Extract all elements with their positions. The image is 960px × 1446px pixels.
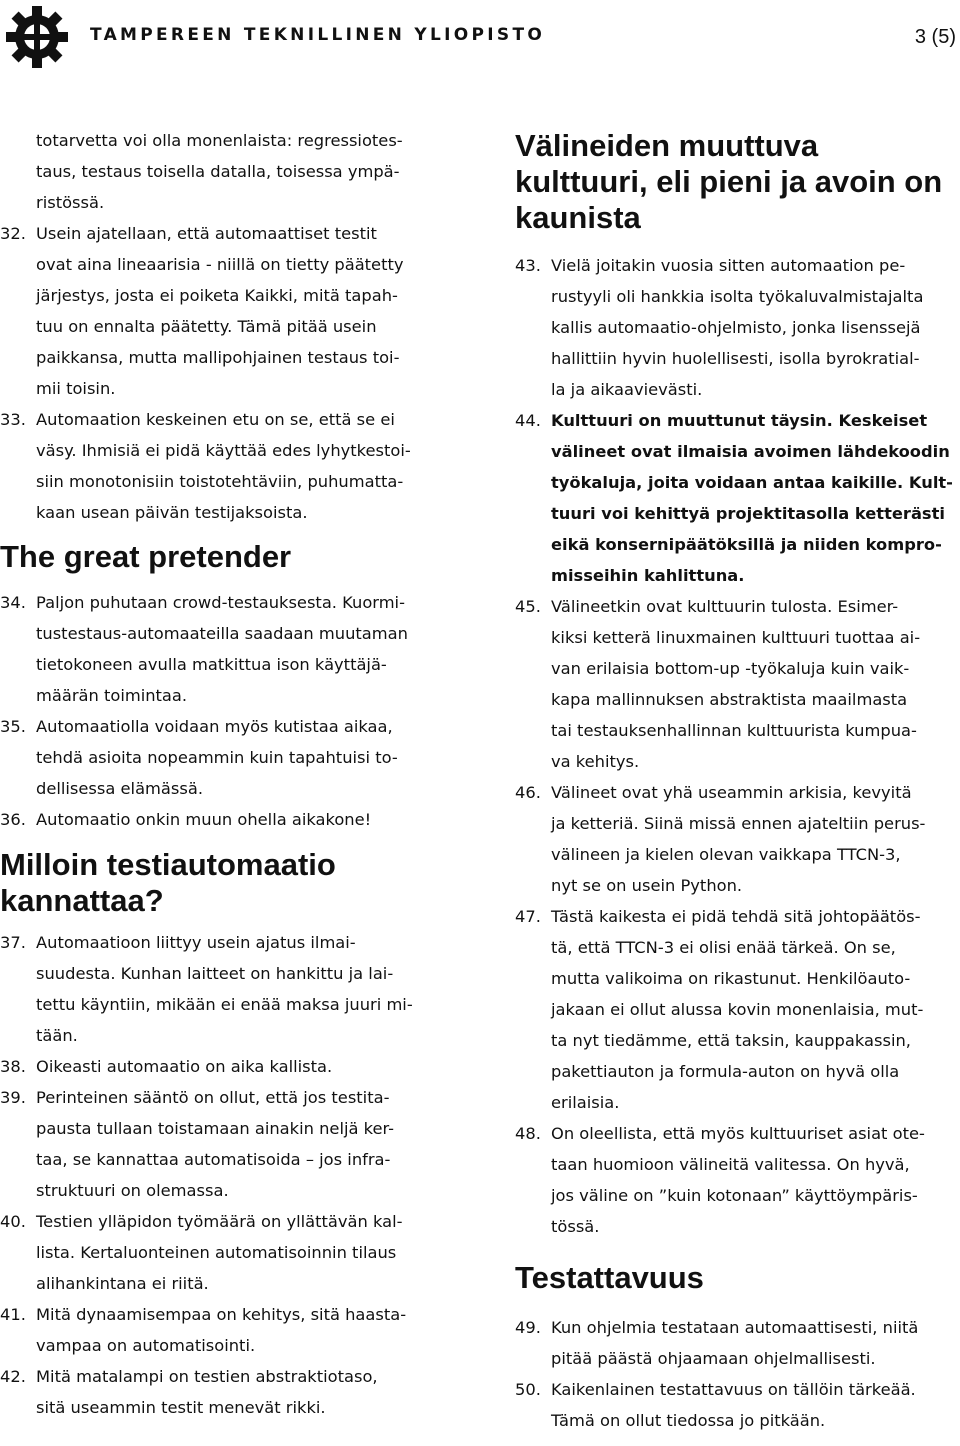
item-number: 42. xyxy=(0,1367,26,1386)
item-number: 46. xyxy=(515,783,541,802)
item-number: 41. xyxy=(0,1305,26,1324)
item-number: 45. xyxy=(515,597,541,616)
right-column xyxy=(515,122,960,1436)
intro-text: totarvetta voi olla monenlaista: regressiotes- taus, testaus toisella datalla, toisessa ympä- ristössä. xyxy=(36,131,403,212)
university-name: TAMPEREEN TEKNILLINEN YLIOPISTO xyxy=(90,25,546,45)
item-number: 48. xyxy=(515,1124,541,1143)
list-group xyxy=(515,250,960,1242)
item-text: Mitä dynaamisempaa on kehitys, sitä haasta- vampaa on automatisointi. xyxy=(36,1305,407,1355)
item-text: Kaikenlainen testattavuus on tällöin tärkeää. Tämä on ollut tiedossa jo pitkään. xyxy=(551,1380,916,1430)
item-text: Mitä matalampi on testien abstraktiotaso, sitä useammin testit menevät rikki. xyxy=(36,1367,378,1417)
page-number: 3 (5) xyxy=(914,26,956,48)
list-item xyxy=(515,1374,960,1436)
item-text: Kun ohjelmia testataan automaattisesti, niitä pitää päästä ohjaamaan ohjelmallisesti. xyxy=(551,1318,919,1368)
list-item xyxy=(515,405,960,591)
list-group xyxy=(515,1312,960,1436)
section-heading: Testattavuus xyxy=(515,1260,704,1295)
item-text: Kulttuuri on muuttunut täysin. Keskeiset välineet ovat ilmaisia avoimen lähdekoodin työkaluja, joita voidaan antaa kaikille. Kult- tuuri voi kehittyä projektitasolla ketterästi eikä konsernipäätöksillä ja niiden kompro- misseihin kahlittuna. xyxy=(551,411,953,585)
item-text: Automaatio onkin muun ohella aikakone! xyxy=(36,810,372,829)
university-gear-logo xyxy=(4,4,70,70)
item-number: 38. xyxy=(0,1057,26,1076)
list-item xyxy=(0,1082,470,1206)
item-number: 33. xyxy=(0,410,26,429)
list-group xyxy=(0,927,470,1423)
list-item xyxy=(0,804,470,835)
list-group xyxy=(0,587,470,835)
item-number: 50. xyxy=(515,1380,541,1399)
list-item xyxy=(0,404,470,528)
item-number: 35. xyxy=(0,717,26,736)
item-number: 47. xyxy=(515,907,541,926)
list-item xyxy=(0,1206,470,1299)
item-text: Automaatiolla voidaan myös kutistaa aikaa, tehdä asioita nopeammin kuin tapahtuisi to- dellisessa elämässä. xyxy=(36,717,398,798)
left-column xyxy=(0,122,470,1423)
item-text: Perinteinen sääntö on ollut, että jos testita- pausta tullaan toistamaan ainakin neljä ker- taa, se kannattaa automatisoida – jos infra- struktuuri on olemassa. xyxy=(36,1088,395,1200)
item-number: 44. xyxy=(515,411,541,430)
item-text: On oleellista, että myös kulttuuriset asiat ote- taan huomioon välineitä valitessa. On hyvä, jos väline on ”kuin kotonaan” käyttöympäris- tössä. xyxy=(551,1124,925,1236)
list-item xyxy=(515,591,960,777)
item-text: Automaatioon liittyy usein ajatus ilmai- suudesta. Kunhan laitteet on hankittu ja lai- tettu käyntiin, mikään ei enää maksa juuri mi- tään. xyxy=(36,933,413,1045)
item-text: Paljon puhutaan crowd-testauksesta. Kuormi- tustestaus-automaateilla saadaan muutaman tietokoneen avulla matkittua ison käyttäjä- määrän toimintaa. xyxy=(36,593,408,705)
item-text: Välineetkin ovat kulttuurin tulosta. Esimer- kiksi ketterä linuxmainen kulttuuri tuottaa ai- van erilaisia bottom-up -työkaluja kuin vaik- kapa mallinnuksen abstraktista maailmasta tai testauksenhallinnan kulttuurista kumpua- va kehitys. xyxy=(551,597,921,771)
item-number: 36. xyxy=(0,810,26,829)
item-text: Välineet ovat yhä useammin arkisia, kevyitä ja ketteriä. Siinä missä ennen ajateltiin perus- välineen ja kielen olevan vaikkapa TTCN-3, nyt se on usein Python. xyxy=(551,783,926,895)
list-item xyxy=(0,1051,470,1082)
item-number: 34. xyxy=(0,593,26,612)
list-item xyxy=(0,587,470,711)
list-item xyxy=(0,218,470,404)
item-number: 40. xyxy=(0,1212,26,1231)
item-text: Vielä joitakin vuosia sitten automaation pe- rustyyli oli hankkia isolta työkaluvalmistajalta kallis automaatio-ohjelmisto, jonka lisenssejä hallittiin hyvin huolellisesti, isolla byrokratial- la ja aikaavievästi. xyxy=(551,256,924,399)
intro-paragraph xyxy=(0,125,470,218)
list-item xyxy=(0,1299,470,1361)
list-item xyxy=(0,711,470,804)
list-item xyxy=(515,1118,960,1242)
list-item xyxy=(0,1361,470,1423)
item-text: Usein ajatellaan, että automaattiset testit ovat aina lineaarisia - niillä on tietty päätetty järjestys, josta ei poiketa Kaikki, mitä tapah- tuu on ennalta päätetty. Tämä pitää usein paikkansa, mutta mallipohjainen testaus toi- mii toisin. xyxy=(36,224,404,398)
list-item xyxy=(515,250,960,405)
section-heading: Välineiden muuttuva kulttuuri, eli pieni ja avoin on kaunista xyxy=(515,128,943,235)
list-item xyxy=(515,777,960,901)
item-number: 32. xyxy=(0,224,26,243)
item-number: 39. xyxy=(0,1088,26,1107)
section-heading: The great pretender xyxy=(0,539,292,574)
item-text: Testien ylläpidon työmäärä on yllättävän kal- lista. Kertaluonteinen automatisoinnin tilaus alihankintana ei riitä. xyxy=(36,1212,403,1293)
item-number: 49. xyxy=(515,1318,541,1337)
item-text: Tästä kaikesta ei pidä tehdä sitä johtopäätös- tä, että TTCN-3 ei olisi enää tärkeä. On se, mutta valikoima on rikastunut. Henkilöauto- jakaan ei ollut alussa kovin monenlaisia, mut- ta nyt tiedämme, että taksin, kauppakassin, pakettiauton ja formula-auton on hyvä olla erilaisia. xyxy=(551,907,924,1112)
item-text: Oikeasti automaatio on aika kallista. xyxy=(36,1057,333,1076)
section-heading: Milloin testiautomaatio kannattaa? xyxy=(0,847,336,918)
page-header xyxy=(0,0,960,80)
item-text: Automaation keskeinen etu on se, että se ei väsy. Ihmisiä ei pidä käyttää edes lyhytkestoi- siin monotonisiin toistotehtäviin, puhumatta- kaan usean päivän testijaksoista. xyxy=(36,410,411,522)
list-item xyxy=(515,901,960,1118)
list-item xyxy=(0,927,470,1051)
list-group xyxy=(0,218,470,528)
item-number: 37. xyxy=(0,933,26,952)
item-number: 43. xyxy=(515,256,541,275)
list-item xyxy=(515,1312,960,1374)
